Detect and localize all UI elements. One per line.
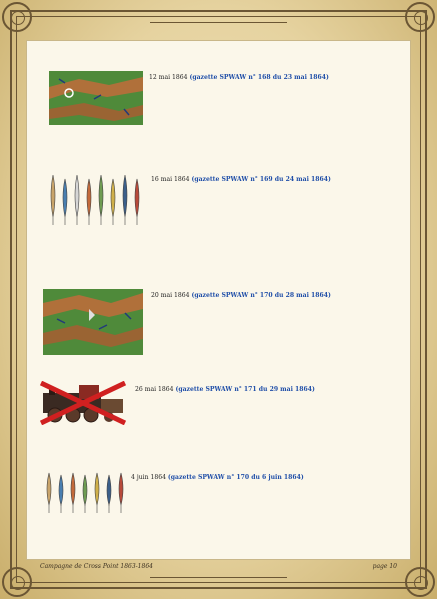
footer-campaign-title: Campagne de Cross Point 1863-1864 xyxy=(40,563,153,570)
page-footer xyxy=(40,563,397,573)
top-flourish xyxy=(150,22,287,23)
entry-2 xyxy=(39,173,401,277)
entry-5-text xyxy=(131,473,401,482)
feathers-illustration xyxy=(39,173,147,227)
battle-map-thumbnail xyxy=(39,69,143,129)
entry-5 xyxy=(39,471,401,531)
document-page xyxy=(26,40,411,560)
entry-1-text xyxy=(149,73,401,82)
entry-5-date: 4 juin 1864 xyxy=(131,474,166,481)
entry-3 xyxy=(39,289,401,369)
entry-1-gazette-link[interactable]: (gazette SPWAW n° 168 du 23 mai 1864) xyxy=(189,74,329,81)
crossed-out-locomotive-image xyxy=(39,381,129,425)
bottom-flourish xyxy=(150,577,287,578)
feathers-illustration xyxy=(39,471,125,515)
corner-ornament-bottom-left xyxy=(2,567,32,597)
entry-1-date: 12 mai 1864 xyxy=(149,74,188,81)
entry-4-text xyxy=(135,385,401,394)
entry-3-gazette-link[interactable]: (gazette SPWAW n° 170 du 28 mai 1864) xyxy=(191,292,331,299)
entry-1 xyxy=(39,69,401,159)
footer-page-number: page 10 xyxy=(372,563,397,570)
battle-map-thumbnail xyxy=(39,289,143,355)
entry-4 xyxy=(39,381,401,461)
entry-4-gazette-link[interactable]: (gazette SPWAW n° 171 du 29 mai 1864) xyxy=(175,386,315,393)
corner-ornament-top-left xyxy=(2,2,32,32)
entry-3-date: 20 mai 1864 xyxy=(151,292,190,299)
corner-ornament-top-right xyxy=(405,2,435,32)
entry-2-text xyxy=(151,175,401,184)
entry-2-date: 16 mai 1864 xyxy=(151,176,190,183)
corner-ornament-bottom-right xyxy=(405,567,435,597)
entry-5-gazette-link[interactable]: (gazette SPWAW n° 170 du 6 juin 1864) xyxy=(167,474,304,481)
entry-2-gazette-link[interactable]: (gazette SPWAW n° 169 du 24 mai 1864) xyxy=(191,176,331,183)
entry-4-date: 26 mai 1864 xyxy=(135,386,174,393)
entry-3-text xyxy=(151,291,401,300)
